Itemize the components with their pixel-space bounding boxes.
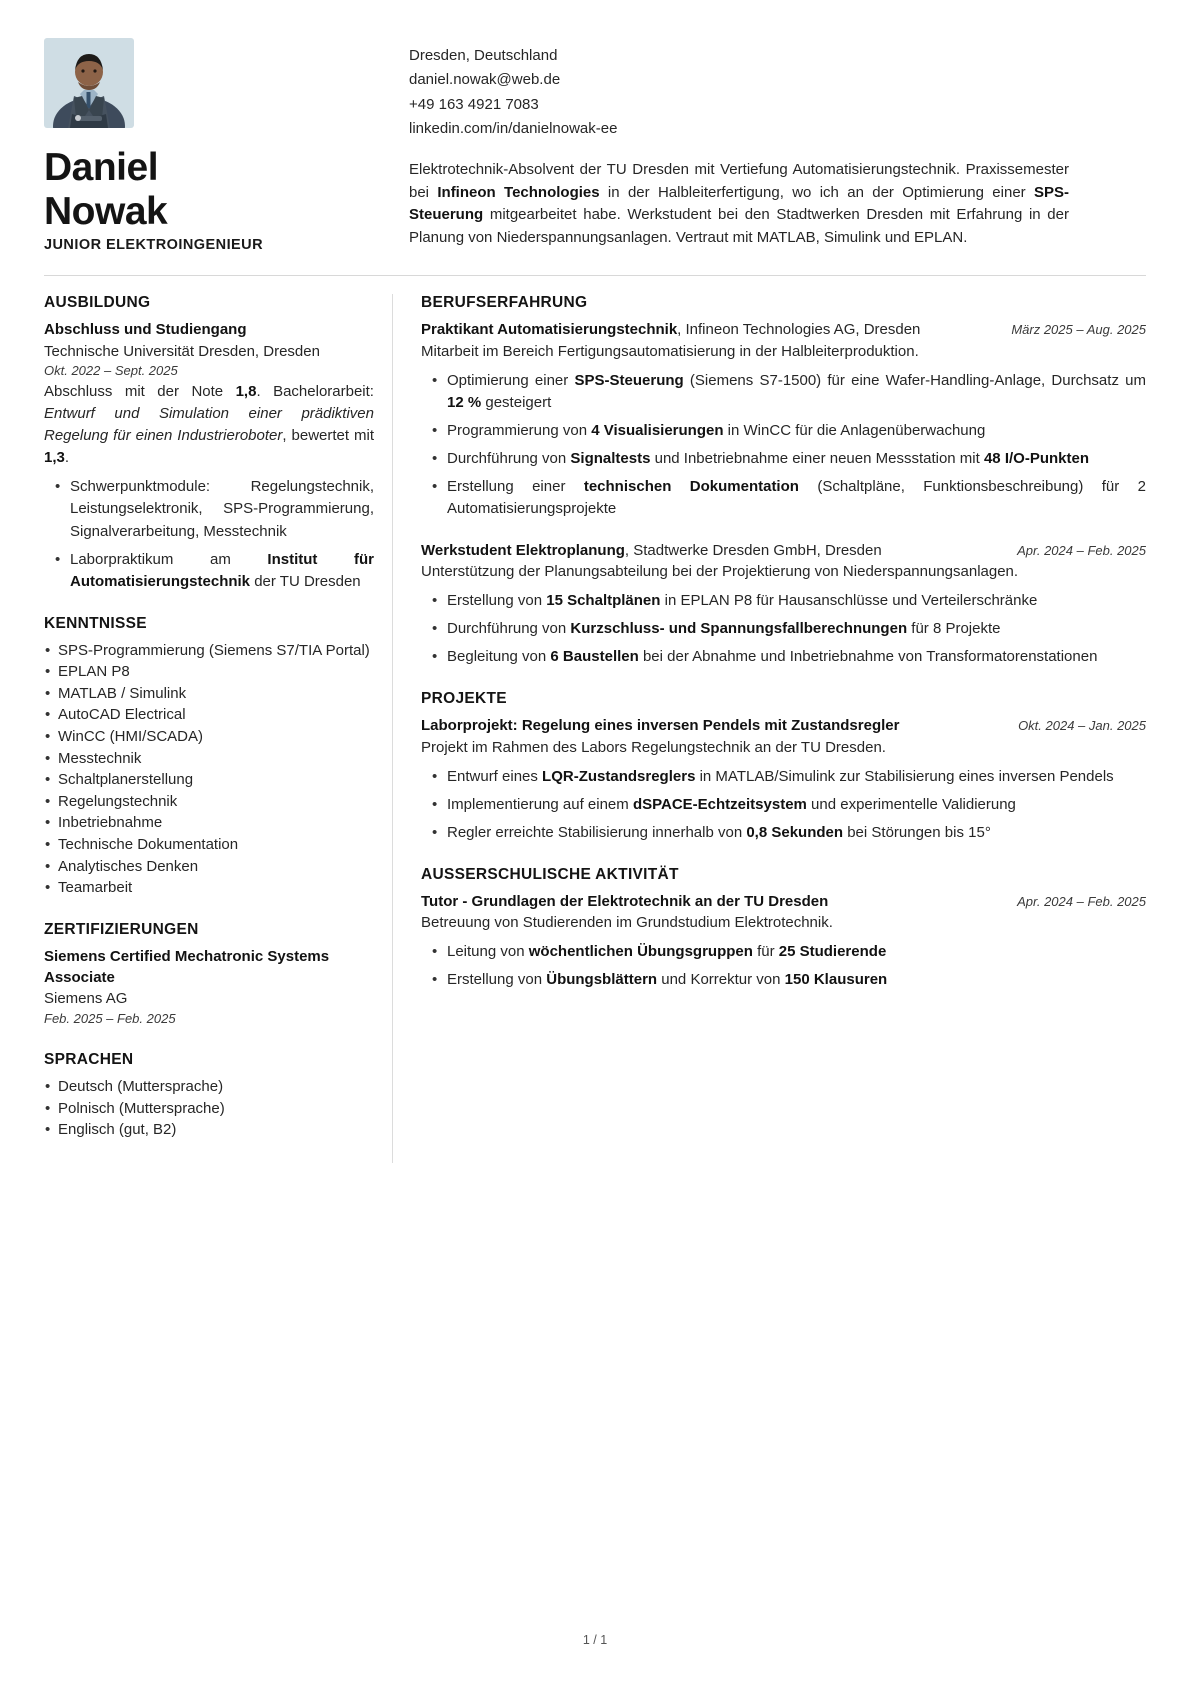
- entry-title-wrap: [421, 319, 999, 340]
- education-bullet-list: [44, 476, 374, 592]
- entry-title-wrap: [421, 715, 1006, 736]
- section-title-languages: SPRACHEN: [44, 1050, 134, 1068]
- section-education: [44, 294, 374, 592]
- entry-role: Tutor - Grundlagen der Elektrotechnik an der TU Dresden: [421, 892, 829, 910]
- entry-date: März 2025 – Aug. 2025: [1011, 322, 1146, 338]
- entry-header: [421, 715, 1146, 736]
- list-item: • Programmierung von 4 Visualisierungen in WinCC für die Anlagenüberwachung: [447, 420, 1146, 442]
- entry-description: Projekt im Rahmen des Labors Regelungstechnik an der TU Dresden.: [421, 738, 886, 756]
- list-item: • Schwerpunktmodule: Regelungstechnik, Leistungselektronik, SPS-Programmierung, Signalverarbeitung, Messtechnik: [70, 476, 374, 542]
- section-title-activities: AUSSERSCHULISCHE AKTIVITÄT: [421, 865, 679, 883]
- section-skills: [44, 615, 374, 899]
- entry-bullet-list: [421, 370, 1146, 520]
- entry-bullet-list: [421, 766, 1146, 844]
- entry-description: Betreuung von Studierenden im Grundstudium Elektrotechnik.: [421, 914, 833, 932]
- list-item: • Technische Dokumentation: [44, 834, 374, 856]
- last-name: Nowak: [44, 189, 168, 233]
- job-title: JUNIOR ELEKTROINGENIEUR: [44, 237, 264, 254]
- list-item: • Erstellung von Übungsblättern und Korrektur von 150 Klausuren: [447, 969, 1146, 991]
- section-certifications: [44, 921, 374, 1029]
- section-title-skills: KENNTNISSE: [44, 614, 147, 632]
- entry-role: Laborprojekt: Regelung eines inversen Pendels mit Zustandsregler: [421, 717, 900, 735]
- contact-linkedin[interactable]: linkedin.com/in/danielnowak-ee: [409, 119, 618, 137]
- entry-bullet-list: [421, 590, 1146, 668]
- certification-issuer: Siemens AG: [44, 990, 128, 1008]
- list-item: • Leitung von wöchentlichen Übungsgruppen für 25 Studierende: [447, 941, 1146, 963]
- entry-title-wrap: [421, 891, 1005, 912]
- list-item: • EPLAN P8: [44, 661, 374, 683]
- list-item: • Implementierung auf einem dSPACE-Echtzeitsystem und experimentelle Validierung: [447, 794, 1146, 816]
- list-item: • Englisch (gut, B2): [44, 1119, 374, 1141]
- list-item: • Begleitung von 6 Baustellen bei der Abnahme und Inbetriebnahme von Transformatorenstationen: [447, 646, 1146, 668]
- section-title-experience: BERUFSERFAHRUNG: [421, 294, 588, 312]
- entry-header: [421, 319, 1146, 340]
- profile-photo: [44, 38, 134, 128]
- section-projects: [421, 690, 1146, 843]
- experience-entry: [421, 540, 1146, 668]
- experience-entries: [421, 319, 1146, 668]
- entry-date: Apr. 2024 – Feb. 2025: [1017, 893, 1146, 909]
- experience-entry: [421, 319, 1146, 520]
- entry-date: Apr. 2024 – Feb. 2025: [1017, 542, 1146, 558]
- list-item: • AutoCAD Electrical: [44, 704, 374, 726]
- list-item: • Regler erreichte Stabilisierung innerhalb von 0,8 Sekunden bei Störungen bis 15°: [447, 822, 1146, 844]
- main-column: [392, 294, 1146, 1162]
- certification-date: Feb. 2025 – Feb. 2025: [44, 1011, 176, 1027]
- project-entries: [421, 715, 1146, 843]
- activity-entries: [421, 891, 1146, 991]
- contact-phone[interactable]: +49 163 4921 7083: [409, 95, 539, 113]
- entry-header: [421, 540, 1146, 561]
- section-title-education: AUSBILDUNG: [44, 294, 151, 312]
- list-item: • Laborpraktikum am Institut für Automatisierungstechnik der TU Dresden: [70, 549, 374, 593]
- list-item: • SPS-Programmierung (Siemens S7/TIA Portal): [44, 640, 374, 662]
- list-item: • Schaltplanerstellung: [44, 769, 374, 791]
- profile-summary: Elektrotechnik-Absolvent der TU Dresden mit Vertiefung Automatisierungstechnik. Praxissemester bei Infineon Technologies in der Halbleiterfertigung, wo ich an der Optimierung einer SPS-Steuerung mitgearbeitet habe. Werkstudent bei den Stadtwerken Dresden mit Erfahrung in der Planung von Niederspannungsanlagen. Vertraut mit MATLAB, Simulink und EPLAN.: [409, 161, 1070, 246]
- experience-entry: [421, 715, 1146, 843]
- education-date: Okt. 2022 – Sept. 2025: [44, 363, 178, 379]
- list-item: • Messtechnik: [44, 748, 374, 770]
- header-identity-block: [44, 38, 404, 253]
- entry-title-wrap: [421, 540, 1005, 561]
- list-item: • MATLAB / Simulink: [44, 683, 374, 705]
- sidebar-column: [44, 294, 392, 1162]
- entry-description: Mitarbeit im Bereich Fertigungsautomatisierung in der Halbleiterproduktion.: [421, 342, 919, 360]
- list-item: • Durchführung von Signaltests und Inbetriebnahme einer neuen Messstation mit 48 I/O-Punkten: [447, 448, 1146, 470]
- list-item: • Polnisch (Muttersprache): [44, 1098, 374, 1120]
- experience-entry: [421, 891, 1146, 991]
- list-item: • Erstellung einer technischen Dokumentation (Schaltpläne, Funktionsbeschreibung) für 2 Automatisierungsprojekte: [447, 476, 1146, 520]
- entry-description: Unterstützung der Planungsabteilung bei der Projektierung von Niederspannungsanlagen.: [421, 563, 1019, 581]
- entry-role: Werkstudent Elektroplanung: [421, 541, 625, 559]
- section-activities: [421, 866, 1146, 991]
- list-item: • Analytisches Denken: [44, 856, 374, 878]
- entry-company: , Infineon Technologies AG, Dresden: [677, 321, 921, 339]
- list-item: • Erstellung von 15 Schaltplänen in EPLAN P8 für Hausanschlüsse und Verteilerschränke: [447, 590, 1146, 612]
- page-indicator: 1 / 1: [582, 1633, 608, 1647]
- skills-list: [44, 640, 374, 899]
- entry-date: Okt. 2024 – Jan. 2025: [1018, 718, 1146, 734]
- list-item: • Deutsch (Muttersprache): [44, 1076, 374, 1098]
- entry-role: Praktikant Automatisierungstechnik: [421, 321, 678, 339]
- section-languages: [44, 1051, 374, 1141]
- certification-name: Siemens Certified Mechatronic Systems Associate: [44, 947, 330, 987]
- section-title-certifications: ZERTIFIZIERUNGEN: [44, 920, 199, 938]
- page-title: [44, 146, 404, 233]
- education-description: Abschluss mit der Note 1,8. Bachelorarbeit: Entwurf und Simulation einer prädiktiven Regelung für einen Industrieroboter, bewertet mit 1,3.: [44, 383, 374, 467]
- resume-header: [44, 38, 1146, 253]
- list-item: • Teamarbeit: [44, 877, 374, 899]
- list-item: • Entwurf eines LQR-Zustandsreglers in MATLAB/Simulink zur Stabilisierung eines inversen Pendels: [447, 766, 1146, 788]
- resume-body: [44, 294, 1146, 1162]
- first-name: Daniel: [44, 146, 159, 189]
- contact-email[interactable]: daniel.nowak@web.de: [409, 71, 561, 89]
- header-contact-block: [404, 38, 1146, 249]
- section-title-projects: PROJEKTE: [421, 690, 507, 708]
- languages-list: [44, 1076, 374, 1141]
- header-divider: [44, 275, 1146, 276]
- list-item: • Optimierung einer SPS-Steuerung (Siemens S7-1500) für eine Wafer-Handling-Anlage, Durchsatz um 12 % gesteigert: [447, 370, 1146, 414]
- contact-location: Dresden, Deutschland: [409, 47, 558, 64]
- education-degree: Abschluss und Studiengang: [44, 321, 247, 339]
- entry-bullet-list: [421, 941, 1146, 991]
- entry-header: [421, 891, 1146, 912]
- entry-company: , Stadtwerke Dresden GmbH, Dresden: [624, 541, 882, 559]
- list-item: • WinCC (HMI/SCADA): [44, 726, 374, 748]
- list-item: • Durchführung von Kurzschluss- und Spannungsfallberechnungen für 8 Projekte: [447, 618, 1146, 640]
- section-experience: [421, 294, 1146, 668]
- list-item: • Regelungstechnik: [44, 791, 374, 813]
- education-institution: Technische Universität Dresden, Dresden: [44, 342, 320, 360]
- list-item: • Inbetriebnahme: [44, 812, 374, 834]
